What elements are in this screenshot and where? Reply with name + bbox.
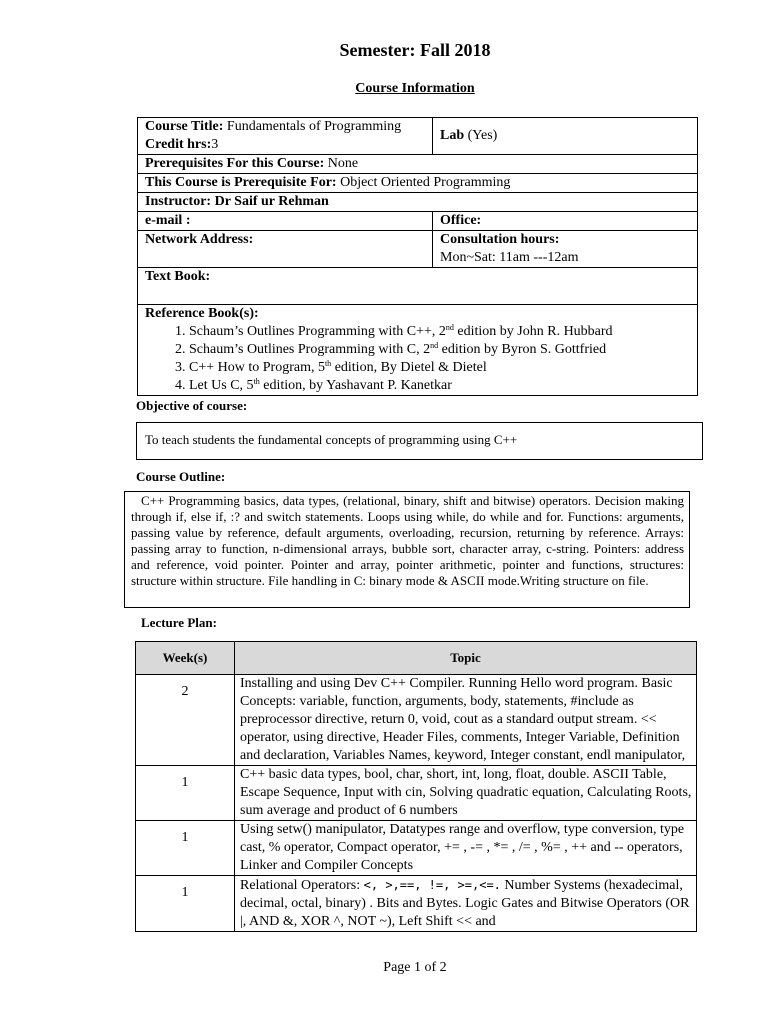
section-heading-course-information: Course Information — [355, 81, 475, 96]
topic-column-header: Topic — [235, 642, 697, 675]
lab-value: (Yes) — [464, 128, 498, 143]
objective-text: To teach students the fundamental concepts of programming using C++ — [145, 432, 518, 447]
list-item: 2. Schaum’s Outlines Programming with C, 2nd edition by Byron S. Gottfried — [189, 341, 690, 359]
prerequisites-value: None — [324, 156, 359, 171]
credit-hours-label: Credit hrs: — [145, 137, 212, 152]
prerequisites-label: Prerequisites For this Course: — [145, 156, 325, 171]
course-info-table — [137, 117, 698, 396]
table-row — [136, 675, 697, 766]
network-address-cell — [138, 231, 433, 268]
consultation-label: Consultation hours: — [440, 232, 560, 247]
objective-box — [136, 422, 703, 460]
table-row — [138, 193, 698, 212]
course-outline-box — [124, 491, 690, 608]
lab-cell — [433, 118, 698, 155]
table-row — [138, 118, 698, 155]
week-column-header: Week(s) — [136, 642, 235, 675]
table-header-row — [136, 642, 697, 675]
list-item: 3. C++ How to Program, 5th edition, By Dietel & Dietel — [189, 359, 690, 377]
table-row — [136, 876, 697, 932]
week-cell: 1 — [136, 821, 235, 876]
prerequisite-for-value: Object Oriented Programming — [336, 175, 511, 190]
instructor-label: Instructor: Dr Saif ur Rehman — [145, 194, 329, 209]
week-cell: 1 — [136, 766, 235, 821]
lab-label: Lab — [440, 128, 465, 143]
table-row — [138, 231, 698, 268]
reference-books-label: Reference Book(s): — [145, 306, 259, 321]
network-address-label: Network Address: — [145, 232, 254, 247]
textbook-label: Text Book: — [145, 269, 211, 284]
reference-books-cell — [138, 305, 698, 396]
office-label: Office: — [440, 213, 482, 228]
lecture-plan-table — [135, 641, 697, 932]
objective-heading: Objective of course: — [136, 398, 248, 413]
prerequisite-for-cell — [138, 174, 698, 193]
table-row — [138, 174, 698, 193]
lecture-plan-heading: Lecture Plan: — [141, 615, 217, 630]
page-number: Page 1 of 2 — [383, 960, 447, 975]
course-outline-heading: Course Outline: — [136, 469, 226, 484]
credit-hours-value: 3 — [211, 137, 219, 152]
course-title-value: Fundamentals of Programming — [223, 119, 402, 134]
office-cell — [433, 212, 698, 231]
textbook-cell — [138, 268, 698, 305]
table-row — [138, 268, 698, 305]
email-label: e-mail : — [145, 213, 191, 228]
table-row — [138, 155, 698, 174]
topic-cell: C++ basic data types, bool, char, short, int, long, float, double. ASCII Table, Escape Sequence, Input with cin, Solving quadratic equation, Calculating Roots, sum average and product of 6 numbers — [235, 766, 697, 821]
course-title-label: Course Title: — [145, 119, 224, 134]
instructor-cell — [138, 193, 698, 212]
table-row — [136, 821, 697, 876]
table-row — [138, 212, 698, 231]
reference-list — [145, 323, 690, 395]
prerequisites-cell — [138, 155, 698, 174]
consultation-value: Mon~Sat: 11am ---12am — [440, 250, 579, 265]
week-cell: 1 — [136, 876, 235, 932]
table-row — [136, 766, 697, 821]
relational-operators-code: <, >,==, !=, >=,<=. — [363, 878, 501, 892]
topic-cell: Using setw() manipulator, Datatypes range and overflow, type conversion, type cast, % operator, Compact operator, += , -= , *= , /= , %= , ++ and -- operators, Linker and Compiler Concepts — [235, 821, 697, 876]
prerequisite-for-label: This Course is Prerequisite For: — [145, 175, 337, 190]
week-cell: 2 — [136, 675, 235, 766]
table-row — [138, 305, 698, 396]
topic-cell: Relational Operators: <, >,==, !=, >=,<=. Number Systems (hexadecimal, decimal, octal, binary) . Bits and Bytes. Logic Gates and Bitwise Operators (OR |, AND &, XOR ^, NOT ~), Left Shift << and — [235, 876, 697, 932]
consultation-cell — [433, 231, 698, 268]
course-outline-text: C++ Programming basics, data types, (relational, binary, shift and bitwise) operators. Decision making through if, else if, :? and switch statements. Loops using while, do while and for. Functions: arguments, passing value by reference, default arguments, overloading, recursion, returning by reference. Arrays: passing array to function, n-dimensional arrays, bubble sort, character array, c-string. Pointers: address and reference, void pointer. Pointer and array, pointer arithmetic, pointer and functions, structures: structure within structure. File handling in C: binary mode & ASCII mode.Writing structure on file. — [131, 493, 684, 588]
list-item: 4. Let Us C, 5th edition, by Yashavant P. Kanetkar — [189, 377, 690, 395]
list-item: 1. Schaum’s Outlines Programming with C++, 2nd edition by John R. Hubbard — [189, 323, 690, 341]
course-title-cell — [138, 118, 433, 155]
email-cell — [138, 212, 433, 231]
page-title: Semester: Fall 2018 — [339, 40, 491, 60]
topic-cell: Installing and using Dev C++ Compiler. Running Hello word program. Basic Concepts: variable, function, arguments, body, statements, #include as preprocessor directive, return 0, void, cout as a standard output stream. << operator, using directive, Header Files, comments, Integer Variable, Definition and declaration, Variables Names, keyword, Integer constant, endl manipulator, — [235, 675, 697, 766]
